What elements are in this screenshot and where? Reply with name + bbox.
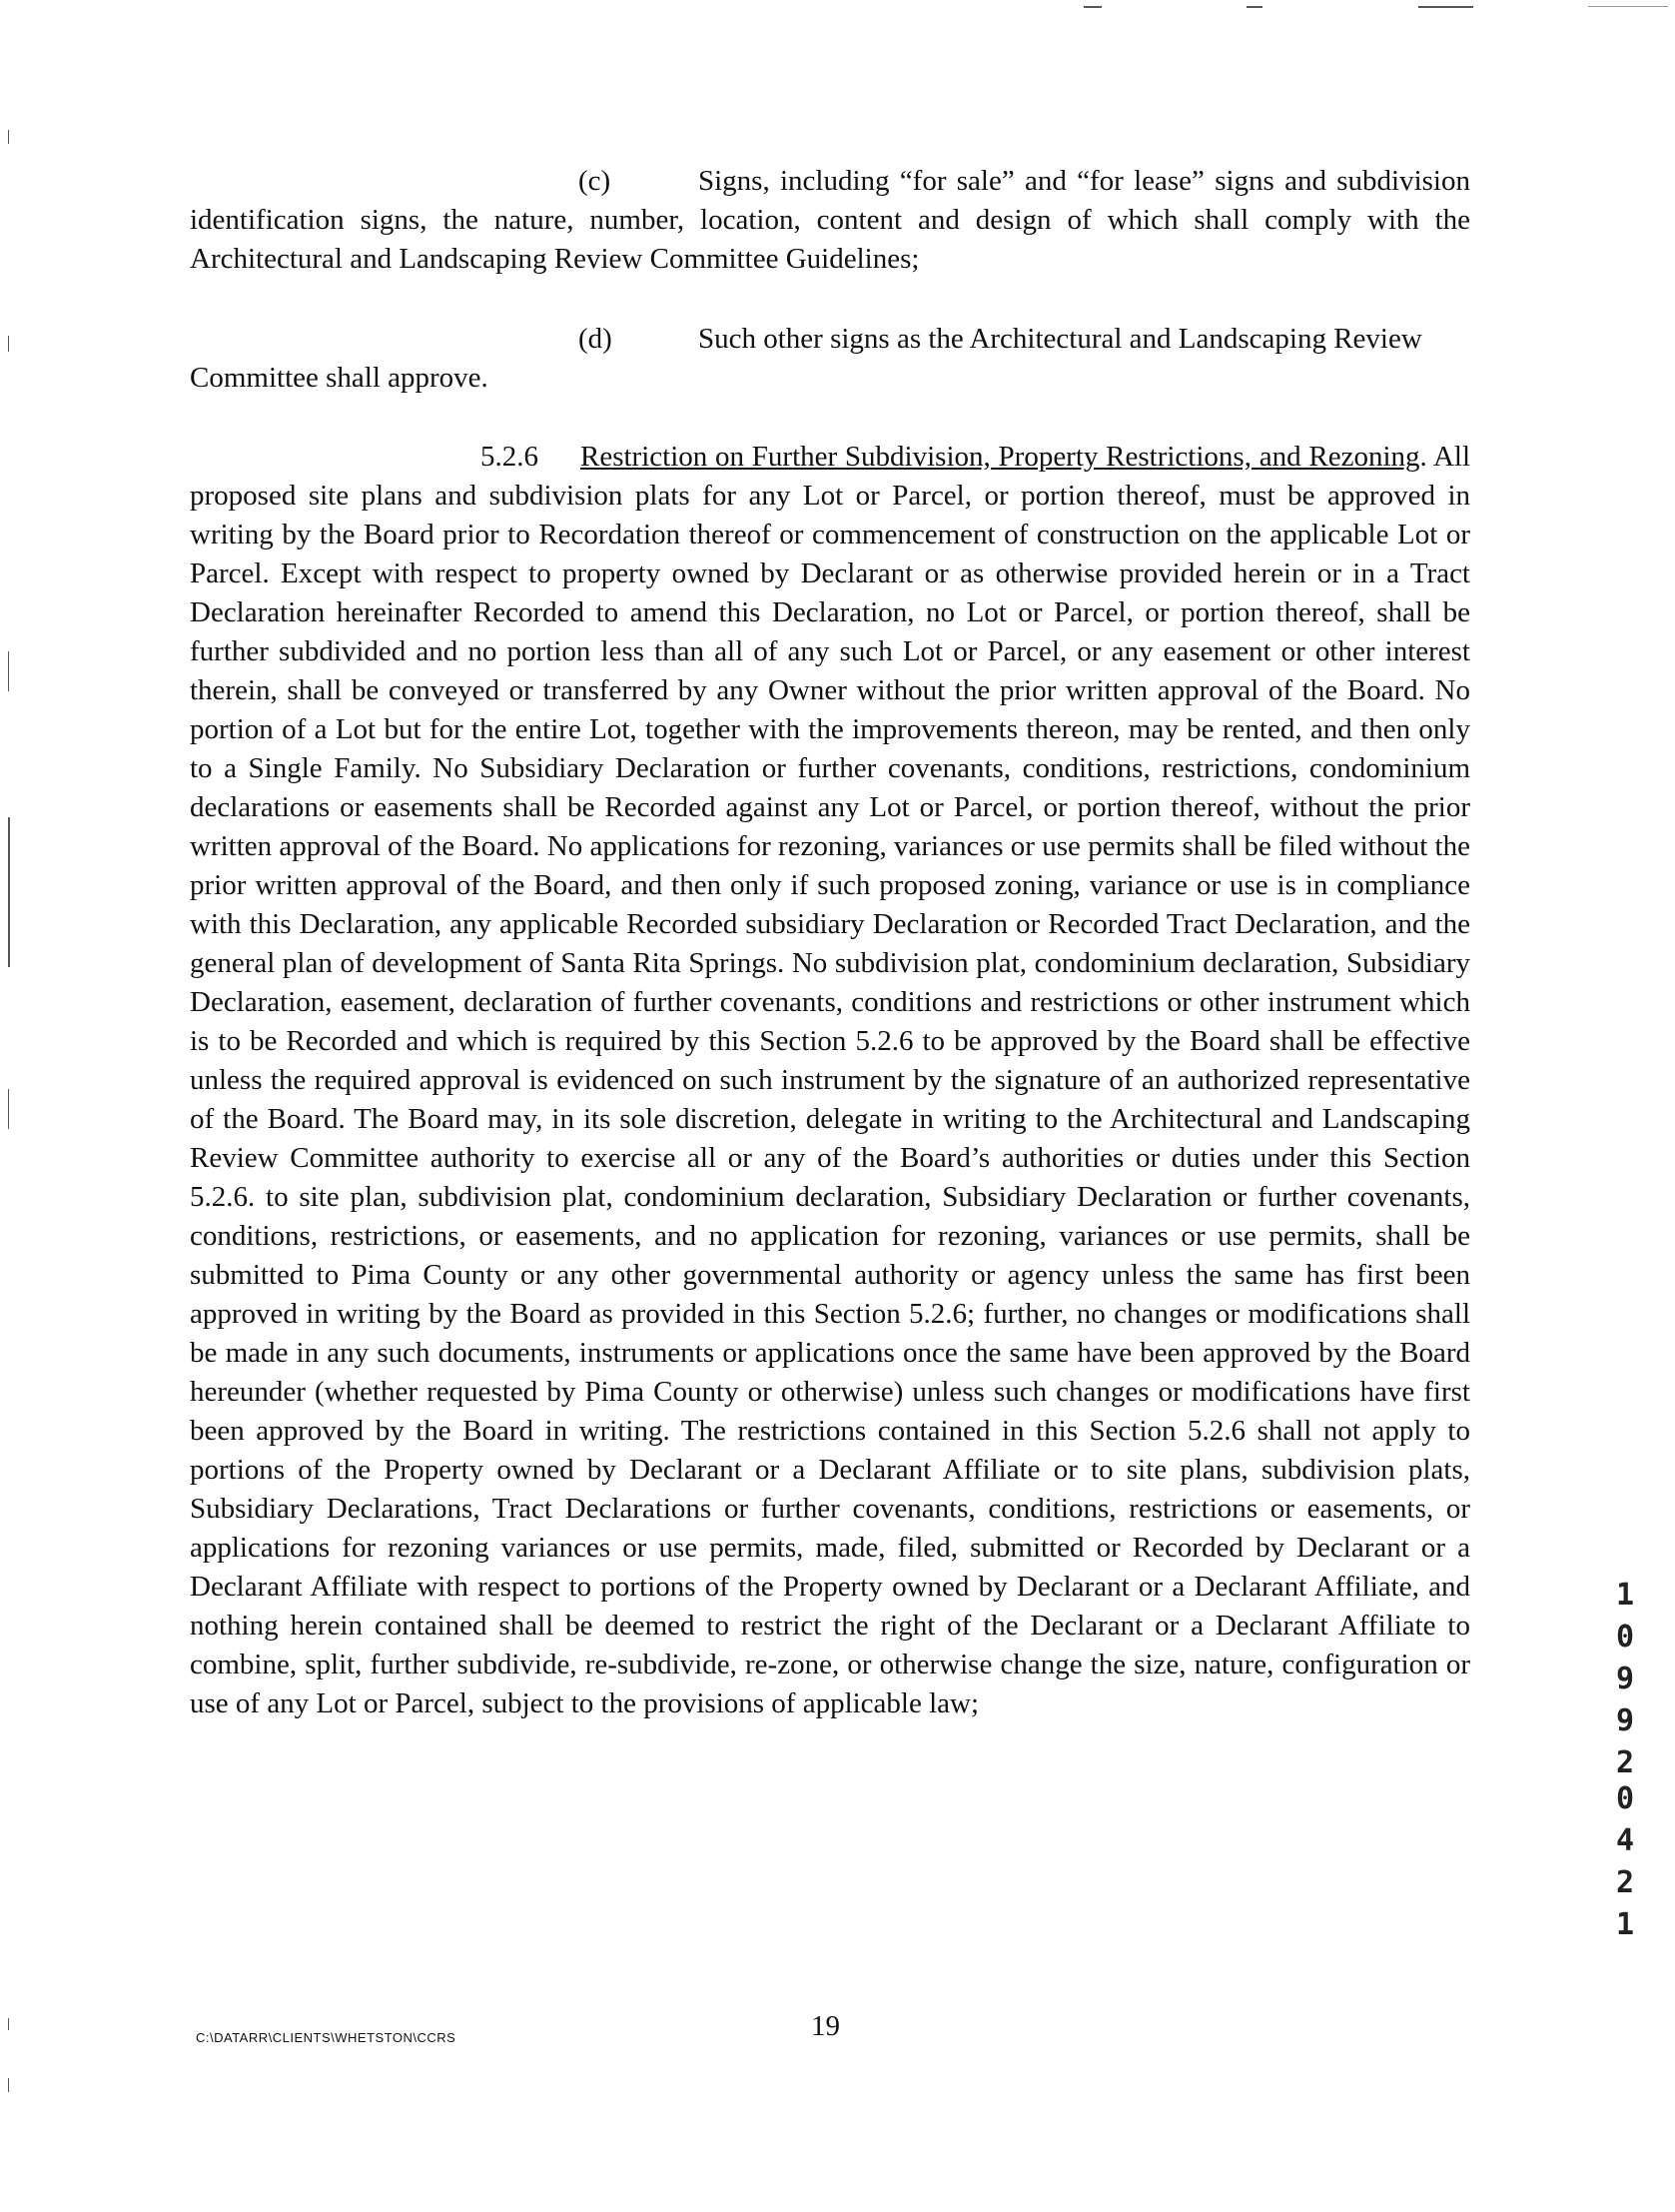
- stamp-digit: 0: [1615, 1620, 1635, 1655]
- section-5-2-6: [190, 438, 1470, 1723]
- stamp-digit: 1: [1615, 1578, 1635, 1613]
- stamp-digit: 2: [1615, 1745, 1635, 1780]
- recording-stamp-top: [1610, 1575, 1640, 1784]
- scan-mark-top-4: [1588, 6, 1668, 7]
- stamp-digit: 1: [1615, 1907, 1635, 1942]
- scan-mark-left-6: [8, 2018, 9, 2030]
- paragraph-d-text-first: Such other signs as the Architectural and Landscaping Review: [698, 323, 1422, 355]
- paragraph-c-marker: (c): [578, 165, 611, 197]
- section-heading: Restriction on Further Subdivision, Property Restrictions, and Rezoning: [580, 441, 1420, 473]
- paragraph-c-text: Signs, including “for sale” and “for lease” signs and subdivision identification signs, the nature, number, location, content and design of which shall comply with the Architectural and Landscaping Review Committee Guidelines;: [190, 165, 1470, 275]
- scan-mark-top-3: [1418, 6, 1473, 8]
- scan-mark-left-5: [8, 1089, 9, 1129]
- stamp-digit: 4: [1615, 1823, 1635, 1858]
- paragraph-c: [190, 162, 1470, 279]
- scan-mark-left-2: [8, 336, 9, 352]
- paragraph-d-first-line: [578, 320, 1470, 359]
- scan-mark-top-2: [1247, 6, 1262, 8]
- paragraph-d: [190, 320, 1470, 398]
- page-number: 19: [811, 2010, 840, 2042]
- scan-mark-left-4: [8, 817, 10, 967]
- scan-mark-left-7: [8, 2078, 9, 2092]
- paragraph-d-text-rest: Committee shall approve.: [190, 362, 488, 394]
- stamp-digit: 9: [1615, 1703, 1635, 1738]
- stamp-digit: 2: [1615, 1865, 1635, 1900]
- section-heading-end: .: [1419, 441, 1427, 473]
- stamp-digit: 9: [1615, 1661, 1635, 1696]
- stamp-digit: 0: [1615, 1781, 1635, 1816]
- footer-file-path: C:\DATARR\CLIENTS\WHETSTON\CCRS: [196, 2030, 456, 2045]
- scan-mark-top-1: [1084, 6, 1102, 8]
- recording-stamp-bottom: [1610, 1778, 1640, 1946]
- paragraph-d-marker: (d): [578, 323, 612, 355]
- section-number: 5.2.6: [480, 441, 538, 473]
- section-body-text: All proposed site plans and subdivision plats for any Lot or Parcel, or portion thereof, must be approved in writing by the Board prior to Recordation thereof or commencement of construction on the applicable Lot or Parcel. Except with respect to property owned by Declarant or as otherwise provided herein or in a Tract Declaration hereinafter Recorded to amend this Declaration, no Lot or Parcel, or portion thereof, shall be further subdivided and no portion less than all of any such Lot or Parcel, or any easement or other interest therein, shall be conveyed or transferred by any Owner without the prior written approval of the Board. No portion of a Lot but for the entire Lot, together with the improvements thereon, may be rented, and then only to a Single Family. No Subsidiary Declaration or further covenants, conditions, restrictions, condominium declarations or easements shall be Recorded against any Lot or Parcel, or portion thereof, without the prior written approval of the Board. No applications for rezoning, variances or use permits shall be filed without the prior written approval of the Board, and then only if such proposed zoning, variance or use is in compliance with this Declaration, any applicable Recorded subsidiary Declaration or Recorded Tract Declaration, and the general plan of development of Santa Rita Springs. No subdivision plat, condominium declaration, Subsidiary Declaration, easement, declaration of further covenants, conditions and restrictions or other instrument which is to be Recorded and which is required by this Section 5.2.6 to be approved by the Board shall be effective unless the required approval is evidenced on such instrument by the signature of an authorized representative of the Board. The Board may, in its sole discretion, delegate in writing to the Architectural and Landscaping Review Committee authority to exercise all or any of the Board’s authorities or duties under this Section 5.2.6. to site plan, subdivision plat, condominium declaration, Subsidiary Declaration or further covenants, conditions, restrictions, or easements, and no application for rezoning, variances or use permits, shall be submitted to Pima County or any other governmental authority or agency unless the same has first been approved in writing by the Board as provided in this Section 5.2.6; further, no changes or modifications shall be made in any such documents, instruments or applications once the same have been approved by the Board hereunder (whether requested by Pima County or otherwise) unless such changes or modifications have first been approved by the Board in writing. The restrictions contained in this Section 5.2.6 shall not apply to portions of the Property owned by Declarant or a Declarant Affiliate or to site plans, subdivision plats, Subsidiary Declarations, Tract Declarations or further covenants, conditions, restrictions or easements, or applications for rezoning variances or use permits, made, filed, submitted or Recorded by Declarant or a Declarant Affiliate with respect to portions of the Property owned by Declarant or a Declarant Affiliate, and nothing herein contained shall be deemed to restrict the right of the Declarant or a Declarant Affiliate to combine, split, further subdivide, re-subdivide, re-zone, or otherwise change the size, nature, configuration or use of any Lot or Parcel, subject to the provisions of applicable law;: [190, 441, 1470, 1719]
- scan-mark-left-3: [8, 651, 9, 691]
- scan-mark-left-1: [8, 130, 9, 144]
